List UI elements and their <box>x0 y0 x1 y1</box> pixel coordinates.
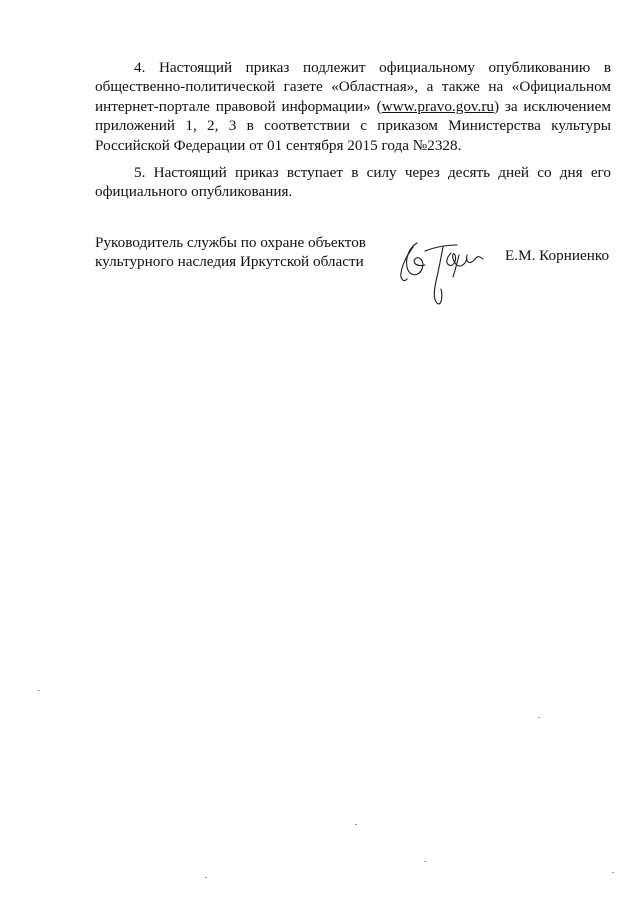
scan-speck <box>355 824 357 825</box>
paragraph-line-with-link <box>95 97 611 116</box>
paragraph-line: общественно-политической газете «Областная», а также на «Официальном <box>95 78 611 96</box>
paragraph-line: официального опубликования. <box>95 183 293 201</box>
signatory-title <box>95 233 366 272</box>
paragraph-publication <box>95 58 611 155</box>
paragraph-line-part: интернет-портале правовой информации» ( <box>95 97 382 115</box>
scan-speck <box>205 877 207 878</box>
paragraph-line: 4. Настоящий приказ подлежит официальному опубликованию в <box>134 59 611 76</box>
paragraph-line: Российской Федерации от 01 сентября 2015 года №2328. <box>95 136 462 154</box>
paragraph-entry-into-force <box>95 163 611 202</box>
scan-speck <box>612 872 614 873</box>
handwritten-signature-icon <box>395 233 495 308</box>
scan-speck <box>38 690 40 691</box>
paragraph-line-part: ) за исключением <box>493 97 611 115</box>
signatory-title-line: культурного наследия Иркутской области <box>95 253 364 271</box>
signature-block <box>95 233 615 313</box>
scan-speck <box>424 861 426 862</box>
pravo-gov-link[interactable]: www.pravo.gov.ru <box>381 97 494 115</box>
signatory-title-line: Руководитель службы по охране объектов <box>95 234 366 251</box>
signatory-name: Е.М. Корниенко <box>505 247 610 264</box>
paragraph-line: приложений 1, 2, 3 в соответствии с приказом Министерства культуры <box>95 117 611 135</box>
paragraph-line: 5. Настоящий приказ вступает в силу через десять дней со дня его <box>134 164 611 181</box>
scan-speck <box>538 717 540 718</box>
